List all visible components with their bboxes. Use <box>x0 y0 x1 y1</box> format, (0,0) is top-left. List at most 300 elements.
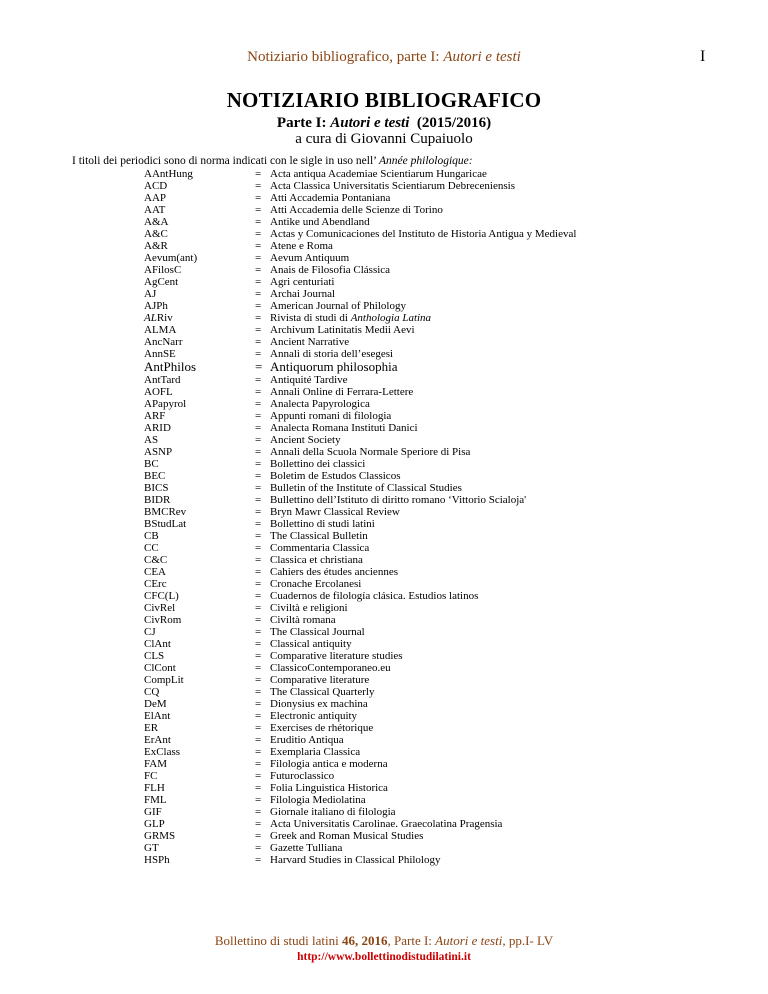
abbreviation-code-text: BMCRev <box>144 506 187 518</box>
equals-sign: = <box>255 434 262 446</box>
abbreviation-row <box>0 806 768 818</box>
equals-sign: = <box>255 336 262 348</box>
abbreviation-code-text: AnnSE <box>144 348 176 360</box>
journal-full-title <box>270 698 368 710</box>
equals-sign: = <box>255 276 262 288</box>
equals-sign: = <box>255 542 262 554</box>
journal-full-title <box>270 312 431 324</box>
journal-full-title <box>270 264 390 276</box>
journal-title-text: Classical antiquity <box>270 638 352 650</box>
journal-full-title <box>270 216 370 228</box>
editor-line: a cura di Giovanni Cupaiuolo <box>295 131 473 147</box>
footer-journal: Bollettino di studi latini <box>214 933 342 948</box>
subtitle-years: (2015/2016) <box>409 115 492 131</box>
journal-full-title <box>270 228 576 240</box>
journal-full-title <box>270 288 335 300</box>
journal-title-text: Aevum Antiquum <box>270 252 350 264</box>
abbreviation-code-text: ARID <box>144 422 171 434</box>
equals-sign: = <box>255 359 263 374</box>
abbreviation-row <box>0 842 768 854</box>
abbreviation-code <box>144 578 167 590</box>
abbreviation-code-text: CErc <box>144 578 167 590</box>
abbreviation-row <box>0 650 768 662</box>
journal-title-text: The Classical Journal <box>270 626 365 638</box>
equals-sign: = <box>255 782 262 794</box>
journal-title-text: Dionysius ex machina <box>270 698 368 710</box>
equals-sign: = <box>255 722 262 734</box>
abbreviation-code <box>144 446 172 458</box>
equals-sign: = <box>255 626 262 638</box>
footer-part-title: Autori e testi, <box>435 933 506 948</box>
abbreviation-code <box>144 590 179 602</box>
abbreviation-code <box>144 422 171 434</box>
journal-title-text: Antiquorum philosophia <box>270 359 398 374</box>
abbreviation-row <box>0 422 768 434</box>
abbreviation-row <box>0 312 768 324</box>
journal-full-title <box>270 638 352 650</box>
journal-full-title <box>270 336 349 348</box>
abbreviation-code <box>144 470 165 482</box>
equals-sign: = <box>255 422 262 434</box>
abbreviation-row <box>0 168 768 180</box>
journal-full-title <box>270 386 413 398</box>
equals-sign: = <box>255 180 262 192</box>
equals-sign: = <box>255 650 262 662</box>
equals-sign: = <box>255 686 262 698</box>
equals-sign: = <box>255 842 262 854</box>
equals-sign: = <box>255 374 262 386</box>
journal-full-title <box>270 806 396 818</box>
equals-sign: = <box>255 482 262 494</box>
abbreviation-row <box>0 614 768 626</box>
abbreviation-code-text: BC <box>144 458 159 470</box>
abbreviation-code-text: CEA <box>144 566 166 578</box>
abbreviation-row <box>0 410 768 422</box>
journal-title-text: Antike und Abendland <box>270 216 370 228</box>
abbreviation-code <box>144 434 158 446</box>
abbreviation-code <box>144 276 178 288</box>
abbreviation-code <box>144 710 170 722</box>
abbreviation-code-text: CB <box>144 530 159 542</box>
journal-title-text: Exemplaria Classica <box>270 746 361 758</box>
journal-full-title <box>270 686 374 698</box>
journal-title-text: ClassicoContemporaneo.eu <box>270 662 391 674</box>
equals-sign: = <box>255 854 262 866</box>
abbreviation-row <box>0 300 768 312</box>
abbreviation-code-text: FAM <box>144 758 168 770</box>
equals-sign: = <box>255 324 262 336</box>
abbreviation-code-text: AntPhilos <box>144 359 197 374</box>
equals-sign: = <box>255 386 262 398</box>
equals-sign: = <box>255 818 262 830</box>
journal-title-text: Boletim de Estudos Classicos <box>270 470 401 482</box>
abbreviation-row <box>0 818 768 830</box>
abbreviation-code-text: GT <box>144 842 159 854</box>
abbreviation-row <box>0 710 768 722</box>
abbreviation-code-text: CivRel <box>144 602 176 614</box>
journal-title-text: Acta antiqua Academiae Scientiarum Hungaricae <box>270 168 487 180</box>
abbreviation-code-text: GLP <box>144 818 165 830</box>
abbreviation-code <box>144 398 186 410</box>
abbreviation-row <box>0 204 768 216</box>
abbreviation-code <box>144 566 166 578</box>
journal-full-title <box>270 722 373 734</box>
footer-url-link[interactable]: http://www.bollettinodistudilatini.it <box>297 951 471 963</box>
journal-full-title <box>270 434 341 446</box>
abbreviation-row <box>0 746 768 758</box>
journal-title-text: Annali Online di Ferrara-Lettere <box>270 386 414 398</box>
abbreviation-code <box>144 228 168 240</box>
abbreviation-code-text: A&C <box>144 228 168 240</box>
abbreviation-code-text: ClAnt <box>144 638 171 650</box>
journal-full-title <box>270 590 478 602</box>
journal-title-text: Anais de Filosofia Clássica <box>270 264 391 276</box>
journal-title-text: Eruditio Antiqua <box>270 734 344 746</box>
abbreviation-row <box>0 240 768 252</box>
journal-title-text: Annali di storia dell’esegesi <box>270 348 394 360</box>
abbreviation-code-text: AgCent <box>144 276 179 288</box>
abbreviation-code <box>144 336 182 348</box>
abbreviation-code-text: GIF <box>144 806 162 818</box>
journal-title-text: Archai Journal <box>270 288 336 300</box>
abbreviation-code <box>144 410 165 422</box>
abbreviation-code <box>144 662 176 674</box>
abbreviation-code-text: ARF <box>144 410 166 422</box>
equals-sign: = <box>255 578 262 590</box>
abbreviation-code <box>144 626 156 638</box>
abbreviation-code <box>144 542 159 554</box>
journal-full-title <box>270 674 369 686</box>
abbreviation-row <box>0 216 768 228</box>
abbreviation-code <box>144 614 181 626</box>
abbreviation-code <box>144 324 176 336</box>
abbreviation-code <box>144 854 170 866</box>
equals-sign: = <box>255 264 262 276</box>
journal-title-text: Bullettino dell’Istituto di diritto romano ‘Vittorio Scialoja' <box>270 494 527 506</box>
abbreviation-code <box>144 650 164 662</box>
abbreviation-code <box>144 602 175 614</box>
equals-sign: = <box>255 710 262 722</box>
abbreviation-code <box>144 374 181 386</box>
equals-sign: = <box>255 348 262 360</box>
abbreviation-code <box>144 482 168 494</box>
abbreviation-row <box>0 494 768 506</box>
abbreviation-row <box>0 228 768 240</box>
journal-full-title <box>270 398 370 410</box>
abbreviation-row <box>0 506 768 518</box>
abbreviation-row <box>0 734 768 746</box>
abbreviation-code-text: A&R <box>144 240 168 252</box>
abbreviation-code-text: CFC(L) <box>144 590 179 602</box>
equals-sign: = <box>255 794 262 806</box>
equals-sign: = <box>255 662 262 674</box>
abbreviation-code <box>144 746 180 758</box>
abbreviation-code <box>144 830 175 842</box>
abbreviation-code-text: GRMS <box>144 830 176 842</box>
abbreviation-code-text: FLH <box>144 782 165 794</box>
journal-title-text: Classica et christiana <box>270 554 363 566</box>
journal-title-text: Gazette Tulliana <box>270 842 343 854</box>
abbreviation-code <box>144 770 157 782</box>
journal-title-text: Filologia antica e moderna <box>270 758 388 770</box>
journal-full-title <box>270 506 400 518</box>
journal-full-title <box>270 446 470 458</box>
equals-sign: = <box>255 734 262 746</box>
equals-sign: = <box>255 216 262 228</box>
abbreviation-row <box>0 698 768 710</box>
journal-full-title <box>270 566 398 578</box>
abbreviation-row <box>0 180 768 192</box>
abbreviation-code-text: AOFL <box>144 386 173 398</box>
journal-title-italic: Anthologia Latina <box>350 312 432 324</box>
abbreviation-row <box>0 854 768 866</box>
journal-full-title <box>270 422 418 434</box>
journal-full-title <box>270 734 344 746</box>
journal-title-text: Civiltà e religioni <box>270 602 348 614</box>
running-head <box>0 49 768 66</box>
abbreviation-row <box>0 482 768 494</box>
journal-full-title <box>270 470 400 482</box>
journal-full-title <box>270 168 487 180</box>
journal-full-title <box>270 662 391 674</box>
abbreviation-code-text: AAntHung <box>144 168 193 180</box>
journal-full-title <box>270 180 515 192</box>
abbreviation-code-text: CC <box>144 542 159 554</box>
intro-italic: Année philologique: <box>379 155 473 167</box>
abbreviation-code-text: FML <box>144 794 167 806</box>
abbreviation-row <box>0 542 768 554</box>
abbreviation-code-text: AncNarr <box>144 336 183 348</box>
equals-sign: = <box>255 638 262 650</box>
journal-title-text: Annali della Scuola Normale Speriore di Pisa <box>270 446 471 458</box>
abbreviation-code-text: HSPh <box>144 854 170 866</box>
page-number: I <box>700 48 706 65</box>
journal-title-text: Folia Linguistica Historica <box>270 782 388 794</box>
abbreviation-row <box>0 662 768 674</box>
intro-note <box>72 155 473 167</box>
footer-volume: 46, 2016 <box>342 933 388 948</box>
journal-title-text: The Classical Bulletin <box>270 530 368 542</box>
journal-title-text: Bollettino di studi latini <box>270 518 375 530</box>
abbreviation-code-text: ElAnt <box>144 710 171 722</box>
journal-title-text: Analecta Papyrologica <box>270 398 370 410</box>
abbreviation-code <box>144 758 167 770</box>
running-head-text: Notiziario bibliografico, parte I: <box>247 49 444 65</box>
equals-sign: = <box>255 674 262 686</box>
journal-full-title <box>270 818 502 830</box>
abbreviation-row <box>0 470 768 482</box>
abbreviation-code-text: CJ <box>144 626 156 638</box>
abbreviation-row <box>0 336 768 348</box>
abbreviation-code <box>144 734 171 746</box>
equals-sign: = <box>255 240 262 252</box>
abbreviation-row <box>0 398 768 410</box>
abbreviation-code <box>144 818 165 830</box>
abbreviation-code <box>144 674 184 686</box>
equals-sign: = <box>255 228 262 240</box>
journal-title-text: Rivista di studi di <box>270 312 351 324</box>
journal-title-text: Electronic antiquity <box>270 710 358 722</box>
abbreviation-code-text: ER <box>144 722 159 734</box>
abbreviation-code <box>144 842 159 854</box>
abbreviation-row <box>0 722 768 734</box>
equals-sign: = <box>255 698 262 710</box>
abbreviation-code-text: C&C <box>144 554 168 566</box>
journal-title-text: Atti Accademia delle Scienze di Torino <box>270 204 443 216</box>
equals-sign: = <box>255 446 262 458</box>
journal-full-title <box>270 794 366 806</box>
journal-full-title <box>270 192 390 204</box>
abbreviation-code <box>144 386 173 398</box>
journal-title-text: Giornale italiano di filologia <box>270 806 396 818</box>
abbreviation-row <box>0 626 768 638</box>
journal-full-title <box>270 842 342 854</box>
abbreviation-row <box>0 674 768 686</box>
abbreviation-code <box>144 458 159 470</box>
journal-title-text: Acta Classica Universitatis Scientiarum Debreceniensis <box>270 180 515 192</box>
abbreviation-code <box>144 494 170 506</box>
abbreviation-row <box>0 782 768 794</box>
abbreviation-code-text: AntTard <box>144 374 181 386</box>
equals-sign: = <box>255 746 262 758</box>
journal-title-text: Civiltà romana <box>270 614 336 626</box>
abbreviation-code-text: CompLit <box>144 674 184 686</box>
journal-full-title <box>270 770 334 782</box>
abbreviation-code-text: AS <box>144 434 159 446</box>
abbreviation-code-text: A&A <box>144 216 169 228</box>
abbreviation-code <box>144 722 158 734</box>
journal-full-title <box>270 758 388 770</box>
abbreviation-row <box>0 324 768 336</box>
journal-full-title <box>270 854 440 866</box>
journal-title-text: Cuadernos de filología clásica. Estudios latinos <box>270 590 479 602</box>
abbreviation-code-text: BICS <box>144 482 169 494</box>
journal-full-title <box>270 602 348 614</box>
abbreviation-code <box>144 638 171 650</box>
abbreviation-code <box>144 360 196 374</box>
journal-title-text: Exercises de rhétorique <box>270 722 374 734</box>
journal-title-text: American Journal of Philology <box>270 300 406 312</box>
journal-full-title <box>270 578 361 590</box>
abbreviation-code-text: AJ <box>144 288 157 300</box>
abbreviation-code-text: APapyrol <box>144 398 187 410</box>
journal-full-title <box>270 614 336 626</box>
subtitle-italic: Autori e testi <box>330 115 410 131</box>
abbreviation-code-text: BEC <box>144 470 166 482</box>
abbreviation-code <box>144 204 165 216</box>
abbreviation-code-text: DeM <box>144 698 167 710</box>
abbreviation-row <box>0 638 768 650</box>
equals-sign: = <box>255 288 262 300</box>
abbreviation-list <box>0 168 768 866</box>
journal-title-text: Commentaria Classica <box>270 542 370 554</box>
abbreviation-code <box>144 216 168 228</box>
abbreviation-code <box>144 554 167 566</box>
abbreviation-row <box>0 518 768 530</box>
journal-full-title <box>270 530 368 542</box>
abbreviation-code <box>144 530 159 542</box>
abbreviation-code <box>144 698 167 710</box>
abbreviation-code-text: AAT <box>144 204 166 216</box>
footer-pages: pp.I- LV <box>505 933 554 948</box>
abbreviation-code <box>144 168 193 180</box>
abbreviation-code <box>144 794 167 806</box>
journal-title-text: Greek and Roman Musical Studies <box>270 830 424 842</box>
journal-title-text: Comparative literature <box>270 674 370 686</box>
journal-title-text: Atene e Roma <box>270 240 333 252</box>
journal-title-text: Analecta Romana Instituti Danici <box>270 422 418 434</box>
journal-title-text: Bulletin of the Institute of Classical Studies <box>270 482 462 494</box>
equals-sign: = <box>255 566 262 578</box>
abbreviation-code <box>144 806 162 818</box>
equals-sign: = <box>255 312 262 324</box>
abbreviation-row <box>0 264 768 276</box>
abbreviation-code <box>144 252 197 264</box>
abbreviation-row <box>0 288 768 300</box>
abbreviation-row <box>0 578 768 590</box>
abbreviation-code <box>144 312 173 324</box>
equals-sign: = <box>255 830 262 842</box>
journal-title-text: Cronache Ercolanesi <box>270 578 362 590</box>
equals-sign: = <box>255 806 262 818</box>
journal-title-text: Harvard Studies in Classical Philology <box>270 854 441 866</box>
journal-full-title <box>270 276 334 288</box>
equals-sign: = <box>255 458 262 470</box>
equals-sign: = <box>255 758 262 770</box>
journal-full-title <box>270 710 357 722</box>
abbreviation-row <box>0 566 768 578</box>
abbreviation-code-text: ALMA <box>144 324 177 336</box>
journal-full-title <box>270 324 415 336</box>
abbreviation-code-text: BStudLat <box>144 518 187 530</box>
journal-title-text: Atti Accademia Pontaniana <box>270 192 391 204</box>
abbreviation-code <box>144 288 156 300</box>
abbreviation-code <box>144 264 181 276</box>
journal-full-title <box>270 494 526 506</box>
subtitle <box>0 115 768 132</box>
journal-title-text: Acta Universitatis Carolinae. Graecolatina Pragensia <box>270 818 503 830</box>
abbreviation-code-italic: AL <box>144 312 157 324</box>
journal-title-text: Ancient Society <box>270 434 341 446</box>
journal-title-text: Comparative literature studies <box>270 650 403 662</box>
journal-full-title <box>270 482 462 494</box>
abbreviation-row <box>0 602 768 614</box>
journal-full-title <box>270 300 406 312</box>
journal-full-title <box>270 252 349 264</box>
equals-sign: = <box>255 168 262 180</box>
journal-full-title <box>270 240 333 252</box>
abbreviation-code <box>144 686 159 698</box>
journal-title-text: Ancient Narrative <box>270 336 350 348</box>
abbreviation-code <box>144 192 166 204</box>
equals-sign: = <box>255 506 262 518</box>
abbreviation-code <box>144 506 186 518</box>
journal-full-title <box>270 650 403 662</box>
journal-title-text: Bollettino dei classici <box>270 458 366 470</box>
abbreviation-row <box>0 458 768 470</box>
journal-full-title <box>270 746 360 758</box>
abbreviation-row <box>0 276 768 288</box>
journal-title-text: Futuroclassico <box>270 770 335 782</box>
journal-full-title <box>270 626 365 638</box>
equals-sign: = <box>255 614 262 626</box>
abbreviation-code <box>144 240 168 252</box>
equals-sign: = <box>255 602 262 614</box>
abbreviation-code <box>144 180 167 192</box>
abbreviation-row <box>0 252 768 264</box>
abbreviation-code-text: ACD <box>144 180 168 192</box>
abbreviation-code <box>144 300 168 312</box>
